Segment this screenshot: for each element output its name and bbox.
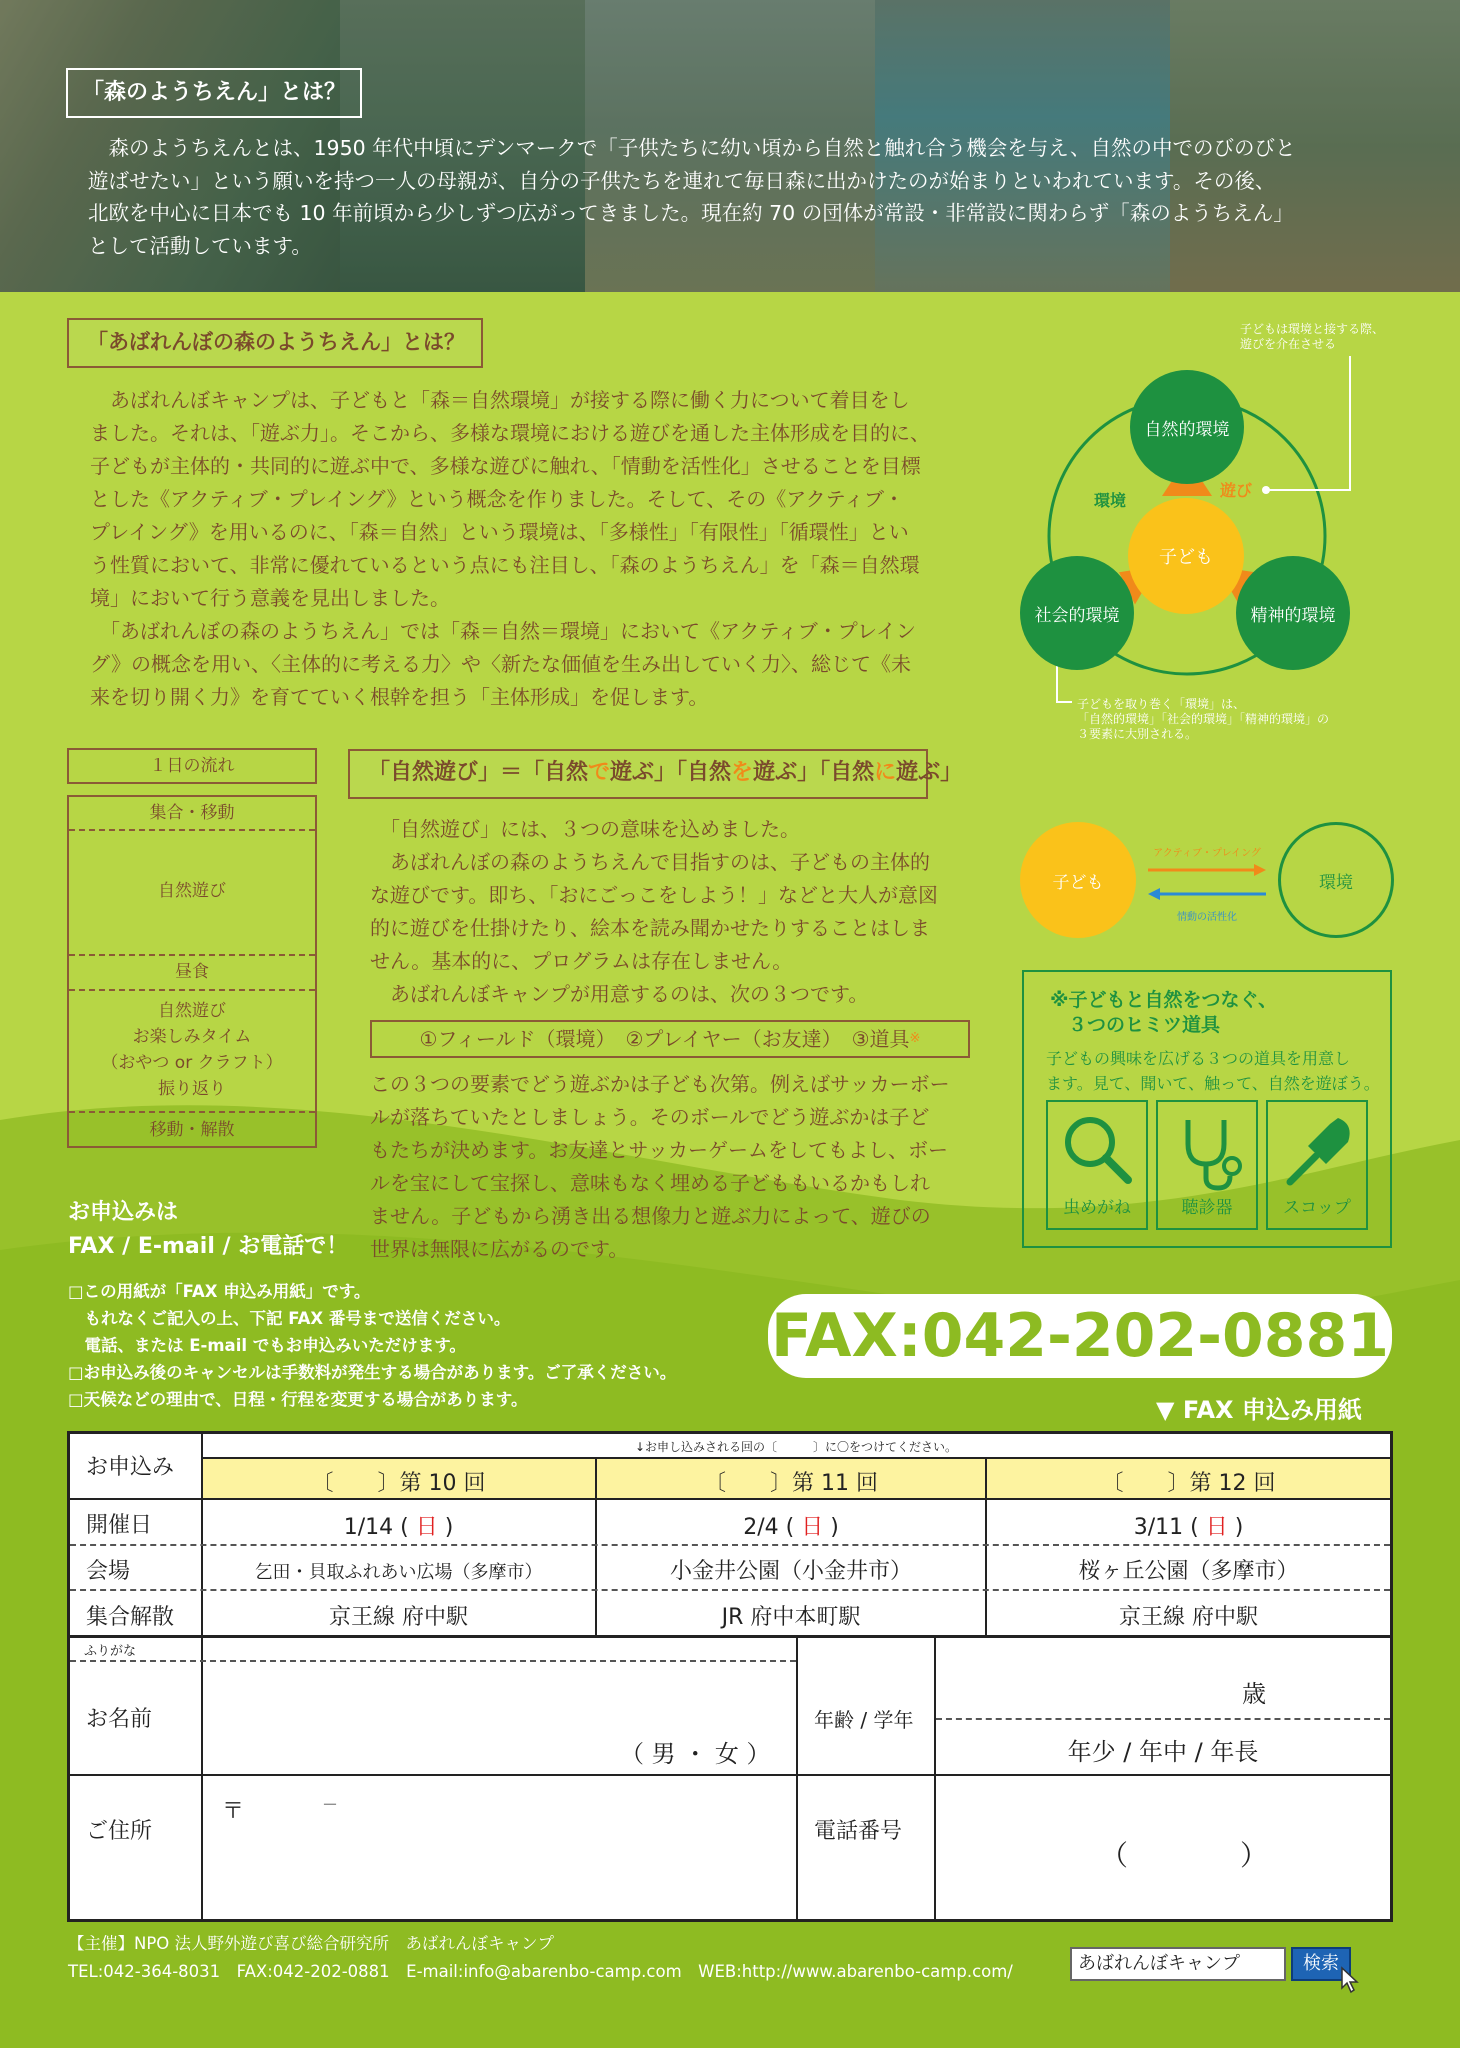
meeting-label: 集合解散 [86, 1605, 175, 1630]
child-circle: 子ども [1128, 498, 1244, 614]
fax-number: FAX:042-202-0881 [768, 1294, 1392, 1378]
search-input[interactable]: あばれんぼキャンプ [1070, 1947, 1286, 1981]
play-text-1: 「自然遊び」には、３つの意味を込めました。 あばれんぼの森のようちえんで目指すのは、子どもの主体的 な遊びです。即ち、「おにごっこをしよう！」などと大人が意図 的に遊びを仕掛けたり、絵本を読み聞かせたりすることはしま せん。基本的に、プログラムは存在しません。 あばれんぼキャンプが用意するのは、次の３つです。 [370, 817, 938, 1006]
natural-env-circle: 自然的環境 [1130, 370, 1244, 484]
furigana-label: ふりがな [84, 1644, 137, 1659]
fax-form-label: ▼ FAX 申込み用紙 [1156, 1396, 1362, 1424]
venue-label: 会場 [86, 1559, 131, 1584]
tools-description: 子どもの興味を広げる３つの道具を用意し ます。見て、聞いて、触って、自然を遊ぼう。 [1046, 1049, 1380, 1093]
age-input[interactable] [936, 1638, 1390, 1716]
session-12-checkbox[interactable]: 〔 〕第 12 回 [1101, 1471, 1276, 1496]
session-11-venue: 小金井公園（小金井市） [669, 1559, 912, 1584]
session-10-station: 京王線 府中駅 [329, 1605, 468, 1630]
arrow-label-active-playing: アクティブ・プレイング [1153, 848, 1261, 859]
shovel-icon [1268, 1102, 1366, 1198]
address-label: ご住所 [86, 1819, 153, 1844]
hero-title: 「森のようちえん」とは？ [66, 68, 362, 118]
name-label: お名前 [86, 1707, 153, 1732]
about-title: 「あばれんぼの森のようちえん」とは？ [67, 318, 483, 368]
play-title: 「自然遊び」＝「自然で遊ぶ」「自然を遊ぶ」「自然に遊ぶ」 [348, 749, 928, 799]
session-12-venue: 桜ヶ丘公園（多摩市） [1078, 1559, 1299, 1584]
session-10-venue: 乞田・貝取ふれあい広場（多摩市） [254, 1562, 543, 1583]
schedule-row-afternoon: 自然遊び お楽しみタイム （おやつ or クラフト） 振り返り [101, 1001, 283, 1099]
schedule-table [67, 795, 317, 1148]
schedule-title: １日の流れ [67, 748, 317, 784]
form-instruction: ↓お申し込みされる回の〔 〕に〇をつけてください。 [634, 1440, 958, 1454]
relation-env-circle: 環境 [1278, 822, 1394, 938]
three-elements-box: ①フィールド（環境） ②プレイヤー（お友達） ③道具※ [370, 1020, 970, 1058]
schedule-row-play: 自然遊び [158, 881, 226, 901]
address-input[interactable] [203, 1776, 796, 1919]
phone-paren: （ ） [1100, 1839, 1269, 1872]
env-label: 環境 [1094, 491, 1127, 510]
hero-description: 森のようちえんとは、1950 年代中頃にデンマークで「子供たちに幼い頃から自然と触れ合う機会を与え、自然の中でのびのびと 遊ばせたい」という願いを持つ一人の母親が、自分の子供たちを連れて毎日森に出かけたのが始まりといわれています。その後、 北欧を中心に日本でも 10 年前頃から少しずつ広がってきました。現在約 70 の団体が常設・非常設に関わらず「森のようちえん」 として活動しています。 [88, 136, 1296, 258]
diagram-note-bottom: 子どもを取り巻く「環境」は、 「自然的環境」「社会的環境」「精神的環境」の ３要素に大別される。 [1077, 697, 1330, 741]
zip-dash: － [322, 1795, 339, 1814]
apply-notes: □この用紙が「FAX 申込み用紙」です。 もれなくご記入の上、下記 FAX 番号まで送信ください。 電話、または E-mail でもお申込みいただけます。 □お申込み後のキャンセルは手数料が発生する場合があります。ご了承ください。 □天候などの理由で、日程・行程を変更する場合があります。 [68, 1282, 677, 1409]
arrow-label-emotion: 情動の活性化 [1177, 912, 1237, 923]
mental-env-circle: 精神的環境 [1236, 556, 1350, 670]
session-11-date: 2/4 ( 日 ) [743, 1515, 839, 1540]
apply-heading: お申込みは FAX / E-mail / お電話で！ [68, 1200, 349, 1259]
schedule-row-lunch: 昼食 [175, 962, 209, 982]
age-unit: 歳 [1242, 1680, 1266, 1708]
diagram-note-top: 子どもは環境と接する際、 遊びを介在させる [1240, 322, 1385, 351]
stethoscope-icon [1158, 1102, 1256, 1198]
footer [68, 1930, 1013, 1986]
organizer: 【主催】NPO 法人野外遊び喜び総合研究所 あばれんぼキャンプ [68, 1934, 555, 1953]
session-12-station: 京王線 府中駅 [1119, 1605, 1258, 1630]
cursor-icon [1340, 1966, 1364, 1996]
social-env-circle: 社会的環境 [1020, 556, 1134, 670]
search-button[interactable]: 検索 [1291, 1947, 1351, 1981]
contact-info: TEL:042-364-8031 FAX:042-202-0881 E-mail:info@abarenbo-camp.com WEB:http://www.abarenbo-camp.com/ [68, 1962, 1013, 1981]
zip-mark: 〒 [222, 1799, 245, 1824]
tool-magnifier: 虫めがね [1046, 1100, 1148, 1230]
schedule-row-gather: 集合・移動 [149, 803, 235, 823]
play-text-2: この３つの要素でどう遊ぶかは子ども次第。例えばサッカーボー ルが落ちていたとしましょう。そのボールでどう遊ぶかは子ど もたちが決めます。お友達とサッカーゲームをしてもよし、ボー ルを宝にして宝探し、意味もなく埋める子どももいるかもしれ ません。子どもから湧き出る想像力と遊ぶ力によって、遊びの 世界は無限に広がるのです。 [370, 1072, 950, 1261]
furigana-input[interactable] [203, 1638, 796, 1660]
session-11-checkbox[interactable]: 〔 〕第 11 回 [704, 1471, 878, 1496]
relation-arrows [1140, 860, 1275, 900]
apply-label: お申込み [86, 1455, 175, 1480]
gender-options[interactable]: （ 男 ・ 女 ） [620, 1740, 771, 1768]
age-label: 年齢 / 学年 [814, 1708, 914, 1732]
secret-tools-box [1022, 970, 1392, 1248]
about-text: あばれんぼキャンプは、子どもと「森＝自然環境」が接する際に働く力について着目をし ました。それは、「遊ぶ力」。そこから、多様な環境における遊びを通した主体形成を目的に、 子どもが主体的・共同的に遊ぶ中で、多様な遊びに触れ、「情動を活性化」させることを目標 とした《アクティブ・プレイング》という概念を作りました。そして、その《アクティブ・ プレイング》を用いるのに、「森＝自然」という環境は、「多様性」「有限性」「循環性」とい う性質において、非常に優れているという点にも注目し、「森のようちえん」を「森＝自然環 境」において行う意義を見出しました。 「あばれんぼの森のようちえん」では「森＝自然＝環境」において《アクティブ・プレイン グ》の概念を用い、〈主体的に考える力〉や〈新たな価値を生み出していく力〉、総じて《未 来を切り開く力》を育てていく根幹を担う「主体形成」を促します。 [90, 388, 930, 709]
magnifier-icon [1048, 1102, 1146, 1198]
phone-label: 電話番号 [814, 1819, 903, 1844]
schedule-row-dismiss: 移動・解散 [149, 1120, 235, 1140]
tools-title: ※子どもと自然をつなぐ、 ３つのヒミツ道具 [1050, 989, 1278, 1036]
session-12-date: 3/11 ( 日 ) [1133, 1515, 1244, 1540]
relation-child-circle: 子ども [1020, 822, 1136, 938]
grade-options[interactable]: 年少 / 年中 / 年長 [1067, 1738, 1259, 1766]
fax-application-form [67, 1431, 1393, 1922]
date-label: 開催日 [86, 1513, 153, 1538]
tool-shovel: スコップ [1266, 1100, 1368, 1230]
session-10-date: 1/14 ( 日 ) [343, 1515, 454, 1540]
session-10-checkbox[interactable]: 〔 〕第 10 回 [311, 1471, 486, 1496]
session-11-station: JR 府中本町駅 [721, 1605, 861, 1630]
play-label: 遊び [1220, 481, 1253, 500]
tool-stethoscope: 聴診器 [1156, 1100, 1258, 1230]
